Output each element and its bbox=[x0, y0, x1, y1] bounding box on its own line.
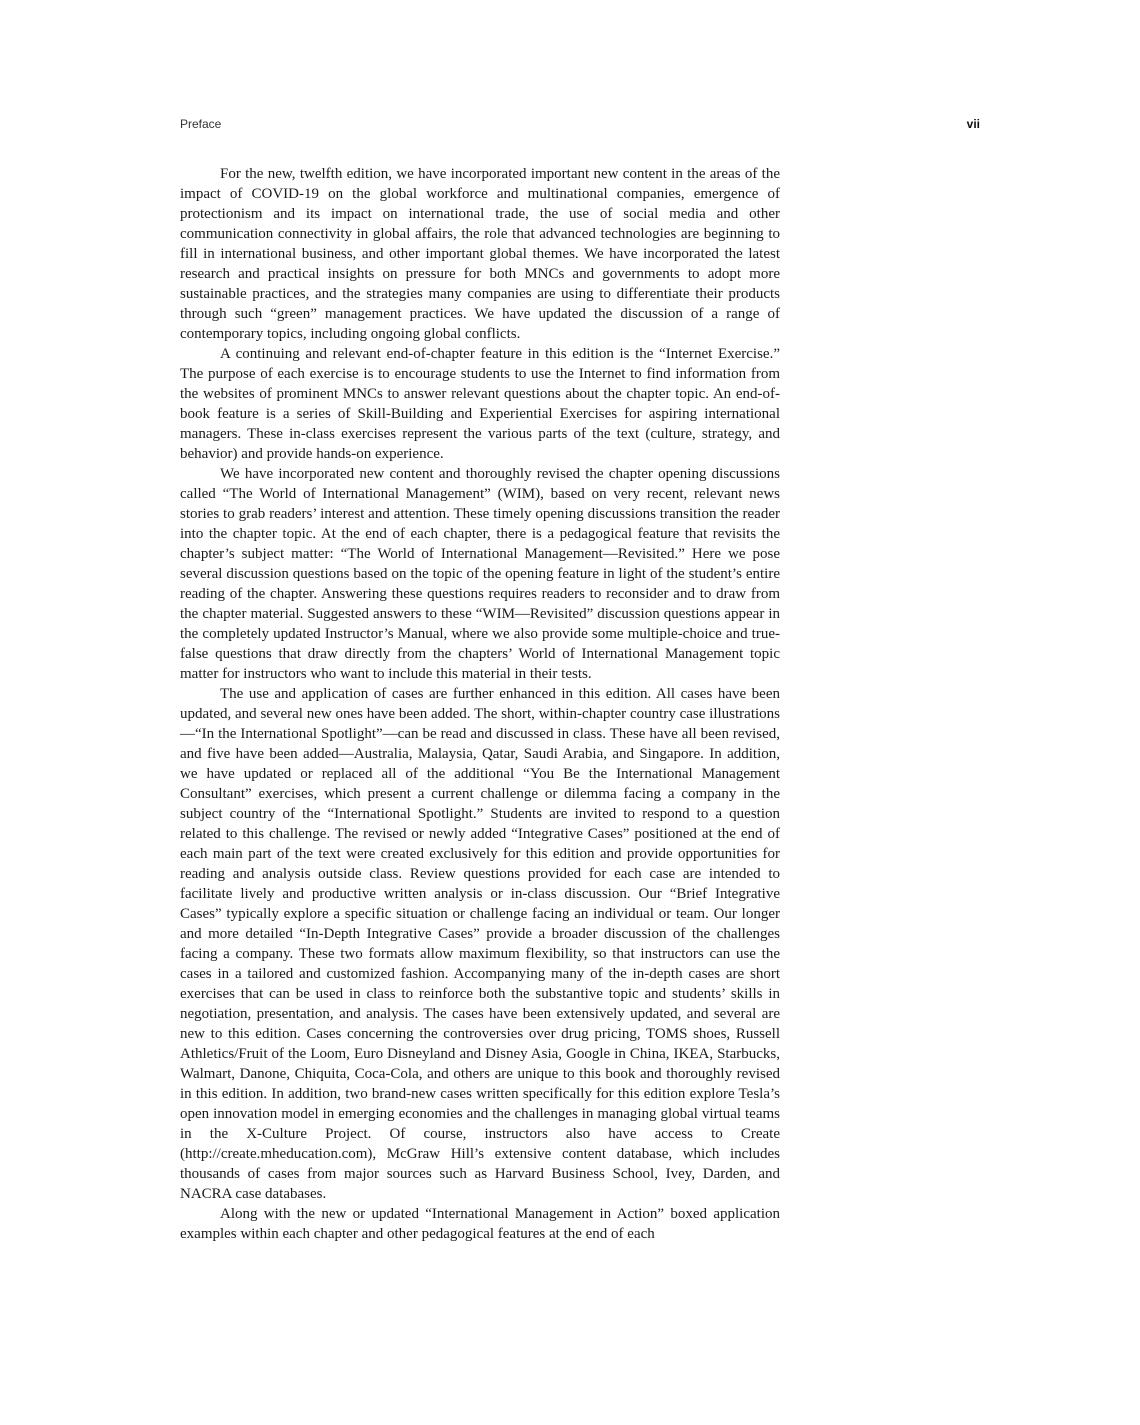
body-text bbox=[180, 164, 780, 1244]
running-head: Preface bbox=[180, 117, 222, 131]
paragraph-management-in-action: Along with the new or updated “International Management in Action” boxed application examples within each chapter and other pedagogical features at the end of each bbox=[180, 1206, 780, 1242]
paragraph-cases: The use and application of cases are further enhanced in this edition. All cases have been updated, and several new ones have been added. The short, within-chapter country case illustrations—“In the International Spotlight”—can be read and discussed in class. These have all been revised, and five have been added—Australia, Malaysia, Qatar, Saudi Arabia, and Singapore. In addition, we have updated or replaced all of the additional “You Be the International Management Consultant” exercises, which present a current challenge or dilemma facing a company in the subject country of the “International Spotlight.” Students are invited to respond to a question related to this challenge. The revised or newly added “Integrative Cases” positioned at the end of each main part of the text were created exclusively for this edition and provide opportunities for reading and analysis outside class. Review questions provided for each case are intended to facilitate lively and productive written analysis or in-class discussion. Our “Brief Integrative Cases” typically explore a specific situation or challenge facing an individual or team. Our longer and more detailed “In-Depth Integrative Cases” provide a broader discussion of the challenges facing a company. These two formats allow maximum flexibility, so that instructors can use the cases in a tailored and customized fashion. Accompanying many of the in-depth cases are short exercises that can be used in class to reinforce both the substantive topic and students’ skills in negotiation, presentation, and analysis. The cases have been extensively updated, and several are new to this edition. Cases concerning the controversies over drug pricing, TOMS shoes, Russell Athletics/Fruit of the Loom, Euro Disneyland and Disney Asia, Google in China, IKEA, Starbucks, Walmart, Danone, Chiquita, Coca-Cola, and others are unique to this book and thoroughly revised in this edition. In addition, two brand-new cases written specifically for this edition explore Tesla’s open innovation model in emerging economies and the challenges in managing global virtual teams in the X-Culture Project. Of course, instructors also have access to Create (http://create.mheducation.com), McGraw Hill’s extensive content database, which includes thousands of cases from major sources such as Harvard Business School, Ivey, Darden, and NACRA case databases. bbox=[180, 686, 780, 1202]
paragraph-world-of-international-management: We have incorporated new content and thoroughly revised the chapter opening discussions called “The World of International Management” (WIM), based on very recent, relevant news stories to grab readers’ interest and attention. These timely opening discussions transition the reader into the chapter topic. At the end of each chapter, there is a pedagogical feature that revisits the chapter’s subject matter: “The World of International Management—Revisited.” Here we pose several discussion questions based on the topic of the opening feature in light of the student’s entire reading of the chapter. Answering these questions requires readers to reconsider and to draw from the chapter material. Suggested answers to these “WIM—Revisited” discussion questions appear in the completely updated Instructor’s Manual, where we also provide some multiple-choice and true-false questions that draw directly from the chapters’ World of International Management topic matter for instructors who want to include this material in their tests. bbox=[180, 466, 780, 682]
paragraph-internet-exercise: A continuing and relevant end-of-chapter feature in this edition is the “Internet Exercise.” The purpose of each exercise is to encourage students to use the Internet to find information from the websites of prominent MNCs to answer relevant questions about the chapter topic. An end-of-book feature is a series of Skill-Building and Experiential Exercises for aspiring international managers. These in-class exercises represent the various parts of the text (culture, strategy, and behavior) and provide hands-on experience. bbox=[180, 346, 780, 462]
page-header bbox=[180, 117, 980, 135]
page-number: vii bbox=[966, 117, 980, 131]
paragraph-twelfth-edition: For the new, twelfth edition, we have incorporated important new content in the areas of the impact of COVID-19 on the global workforce and multinational companies, emergence of protectionism and its impact on international trade, the use of social media and other communication connectivity in global affairs, the role that advanced technologies are beginning to fill in international business, and other important global themes. We have incorporated the latest research and practical insights on pressure for both MNCs and governments to adopt more sustainable practices, and the strategies many companies are using to differentiate their products through such “green” management practices. We have updated the discussion of a range of contemporary topics, including ongoing global conflicts. bbox=[180, 166, 780, 342]
